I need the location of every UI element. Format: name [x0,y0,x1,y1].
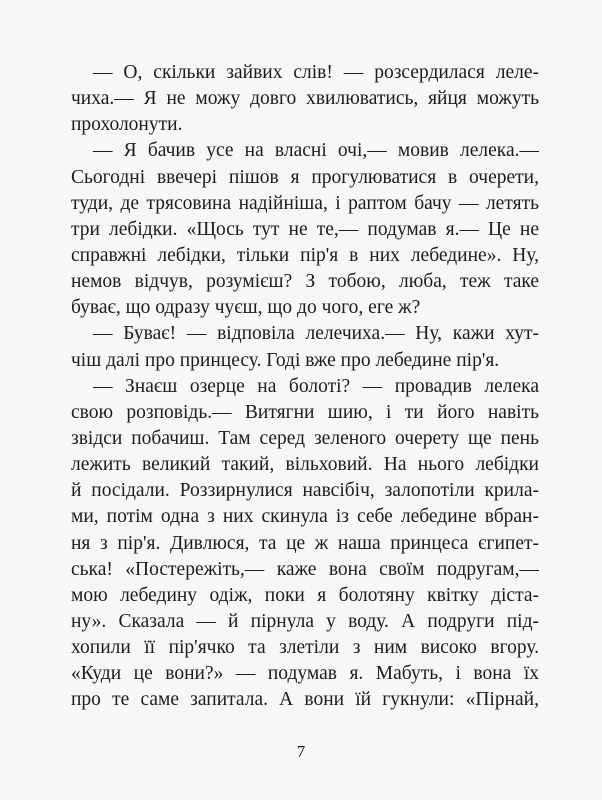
text-line: про те саме запитала. А вони їй гукнули: «Пірнай, [71,689,539,711]
text-line: — Я бачив усе на власні очі,— мовив лелека.— [93,140,539,162]
text-line: буває, що одразу чуєш, що до чого, еге ж? [71,297,421,319]
text-line: — Знаєш озерце на болоті? — провадив лелека [93,375,539,397]
text-line: лежить великий такий, вільховий. На нього лебідки [71,454,539,476]
text-line: туди, де трясовина надійніша, і раптом бачу — летять [71,192,539,214]
body-text [71,60,539,714]
text-line: ська! «Постережіть,— каже вона своїм подругам,— [71,558,539,580]
page-number: 7 [296,742,306,761]
text-line: Сьогодні ввечері пішов я прогулюватися в очерети, [71,166,539,188]
text-line: — Буває! — відповіла лелечиха.— Ну, кажи хут- [93,323,539,345]
text-line: — О, скільки зайвих слів! — розсердилася леле- [93,62,539,83]
text-line: чиха.— Я не можу довго хвилюватись, яйця можуть [71,88,539,110]
text-line: свою розповідь.— Витягни шию, і ти його навіть [71,401,539,423]
text-line: ня з пір'я. Дивлюся, та це ж наша принцеса єгипет- [71,532,539,554]
text-line: ну». Сказала — й пірнула у воду. А подруги під- [71,610,539,632]
text-line: хопили її пір'ячко та злетіли з ним високо вгору. [71,637,539,659]
text-line: звідси побачиш. Там серед зеленого очерету ще пень [71,427,539,449]
text-line: прохолонути. [71,114,183,136]
text-line: три лебідки. «Щось тут не те,— подумав я.— Це не [71,218,539,240]
text-line: «Куди це вони?» — подумав я. Мабуть, і вона їх [71,663,539,685]
text-line: справжні лебідки, тільки пір'я в них лебедине». Ну, [71,244,539,266]
text-line: чіш далі про принцесу. Годі вже про лебедине пір'я. [71,349,500,371]
text-line: немов відчув, розумієш? З тобою, люба, теж таке [71,271,539,293]
text-line: мою лебедину одіж, поки я болотяну квітку діста- [71,584,539,606]
text-line: ми, потім одна з них скинула із себе лебедине вбран- [71,506,539,528]
text-line: й посідали. Роззирнулися навсібіч, залопотіли крила- [71,480,539,502]
